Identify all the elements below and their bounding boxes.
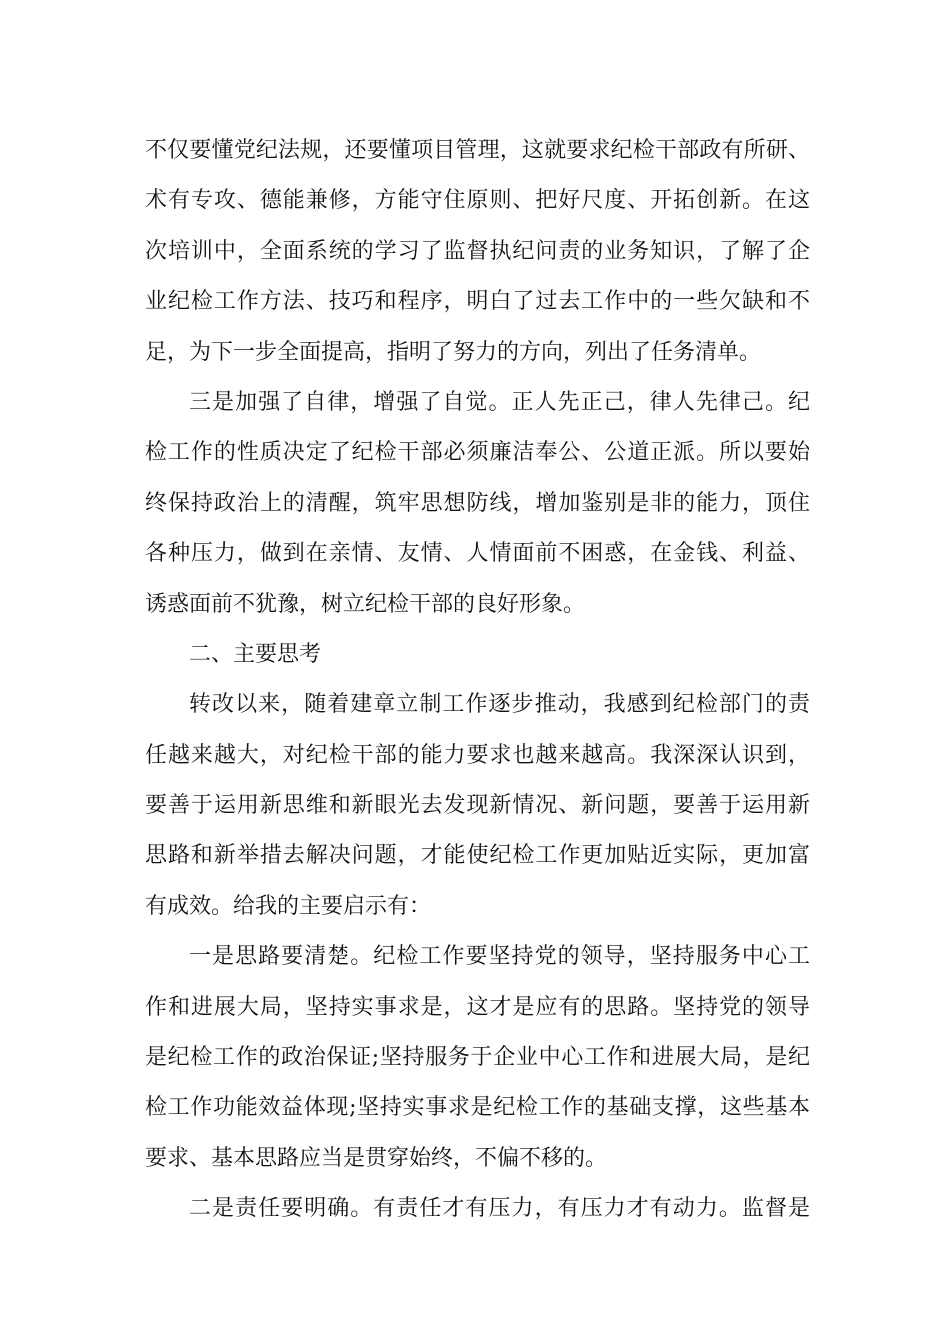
paragraph-first-line: 三是加强了自律，增强了自觉。正人先正己，律人先律己。纪: [189, 389, 810, 415]
text-line: 要善于运用新思维和新眼光去发现新情况、新问题，要善于运用新: [145, 793, 810, 819]
body-text: [145, 126, 810, 1235]
text-line: 业纪检工作方法、技巧和程序，明白了过去工作中的一些欠缺和不: [145, 289, 810, 315]
text-line: 各种压力，做到在亲情、友情、人情面前不困惑，在金钱、利益、: [145, 541, 810, 567]
text-line: 不仅要懂党纪法规，还要懂项目管理，这就要求纪检干部政有所研、: [145, 138, 810, 163]
text-line: 诱惑面前不犹豫，树立纪检干部的良好形象。: [145, 591, 586, 617]
text-line: 思路和新举措去解决问题，才能使纪检工作更加贴近实际，更加富: [145, 843, 810, 869]
text-line: 检工作功能效益体现;坚持实事求是纪检工作的基础支撑，这些基本: [145, 1095, 810, 1121]
paragraph-first-line: 一是思路要清楚。纪检工作要坚持党的领导，坚持服务中心工: [189, 944, 810, 970]
section-heading: 二、主要思考: [189, 641, 322, 667]
text-line: 有成效。给我的主要启示有：: [145, 893, 432, 919]
text-line: 任越来越大，对纪检干部的能力要求也越来越高。我深深认识到，: [145, 742, 810, 768]
paragraph-first-line: 转改以来，随着建章立制工作逐步推动，我感到纪检部门的责: [189, 692, 810, 718]
text-line: 作和进展大局，坚持实事求是，这才是应有的思路。坚持党的领导: [145, 994, 810, 1020]
paragraph-first-line: 二是责任要明确。有责任才有压力，有压力才有动力。监督是: [189, 1196, 810, 1222]
text-line: 检工作的性质决定了纪检干部必须廉洁奉公、公道正派。所以要始: [145, 440, 810, 466]
text-line: 次培训中，全面系统的学习了监督执纪问责的业务知识，了解了企: [145, 238, 810, 264]
text-line: 足，为下一步全面提高，指明了努力的方向，列出了任务清单。: [145, 339, 762, 365]
text-line: 是纪检工作的政治保证;坚持服务于企业中心工作和进展大局，是纪: [145, 1045, 810, 1071]
text-line: 要求、基本思路应当是贯穿始终，不偏不移的。: [145, 1145, 608, 1171]
text-line: 终保持政治上的清醒，筑牢思想防线，增加鉴别是非的能力，顶住: [145, 490, 810, 516]
text-line: 术有专攻、德能兼修，方能守住原则、把好尺度、开拓创新。在这: [145, 188, 810, 214]
